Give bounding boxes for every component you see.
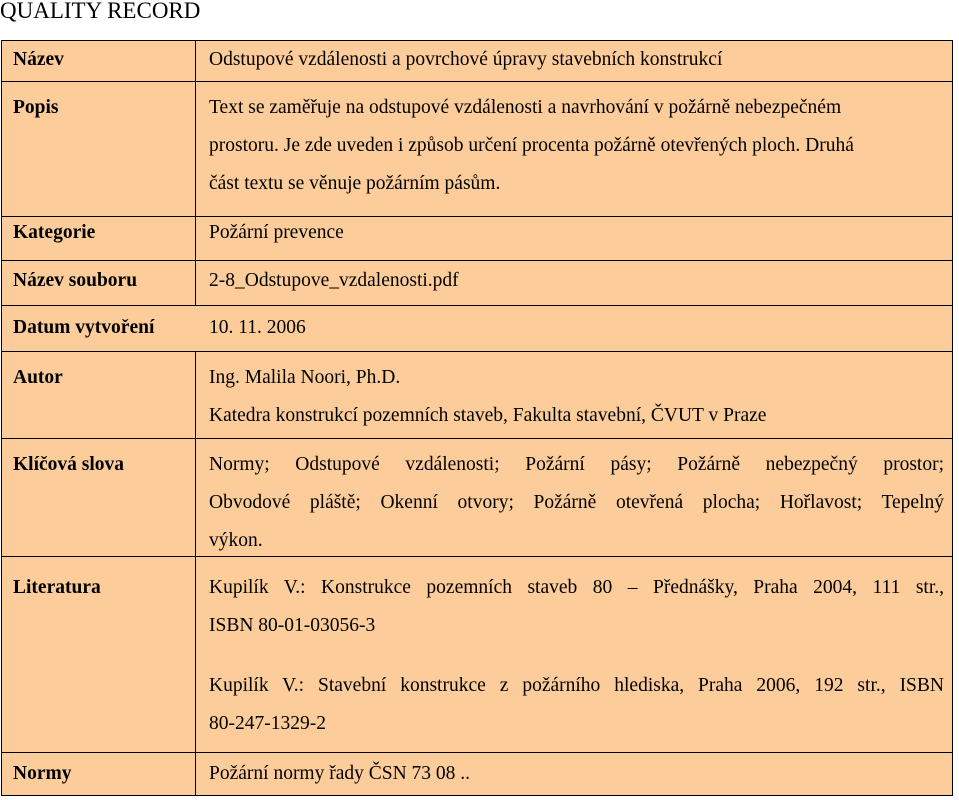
literature-item-line: 80-247-1329-2	[209, 713, 326, 734]
value-keywords-line: Normy; Odstupové vzdálenosti; Požární pásy; Požárně nebezpečný prostor;	[209, 454, 944, 475]
literature-item-line: Kupilík V.: Konstrukce pozemních staveb 80 – Přednášky, Praha 2004, 111 str.,	[209, 577, 944, 598]
label-kategorie: Kategorie	[13, 222, 96, 243]
value-datum: 10. 11. 2006	[209, 317, 306, 338]
row-klicova-slova	[2, 438, 952, 557]
value-popis-line: prostoru. Je zde uveden i způsob určení procenta požárně otevřených ploch. Druhá	[209, 135, 854, 156]
row-normy	[2, 752, 952, 796]
value-keywords-line: Obvodové pláště; Okenní otvory; Požárně otevřená plocha; Hořlavost; Tepelný	[209, 492, 944, 513]
literature-item-line: ISBN 80-01-03056-3	[209, 615, 376, 636]
label-popis: Popis	[13, 97, 59, 118]
label-autor: Autor	[13, 367, 63, 388]
row-popis	[2, 81, 952, 217]
value-nazev-souboru: 2-8_Odstupove_vzdalenosti.pdf	[209, 270, 459, 291]
row-autor	[2, 351, 952, 439]
record-table	[1, 40, 953, 796]
literature-item-line: Kupilík V.: Stavební konstrukce z požárního hlediska, Praha 2006, 192 str., ISBN	[209, 675, 944, 696]
label-datum: Datum vytvoření	[13, 317, 155, 338]
row-datum	[2, 305, 952, 352]
value-popis-line: Text se zaměřuje na odstupové vzdálenosti a navrhování v požárně nebezpečném	[209, 97, 842, 118]
value-autor-affiliation: Katedra konstrukcí pozemních staveb, Fakulta stavební, ČVUT v Praze	[209, 405, 767, 426]
value-nazev: Odstupové vzdálenosti a povrchové úpravy stavebních konstrukcí	[209, 49, 723, 70]
value-kategorie: Požární prevence	[209, 222, 344, 243]
label-literatura: Literatura	[13, 577, 101, 598]
value-keywords-line: výkon.	[209, 530, 263, 551]
value-popis-line: část textu se věnuje požárním pásům.	[209, 173, 501, 194]
row-kategorie	[2, 216, 952, 261]
value-normy: Požární normy řady ČSN 73 08 ..	[209, 763, 471, 784]
row-nazev-souboru	[2, 260, 952, 306]
label-nazev-souboru: Název souboru	[13, 270, 138, 291]
row-nazev	[2, 41, 952, 81]
label-nazev: Název	[13, 49, 64, 70]
label-normy: Normy	[13, 763, 72, 784]
row-literatura	[2, 556, 952, 753]
document-title: QUALITY RECORD	[0, 0, 201, 23]
label-klicova-slova: Klíčová slova	[13, 454, 125, 475]
value-autor-name: Ing. Malila Noori, Ph.D.	[209, 367, 401, 388]
